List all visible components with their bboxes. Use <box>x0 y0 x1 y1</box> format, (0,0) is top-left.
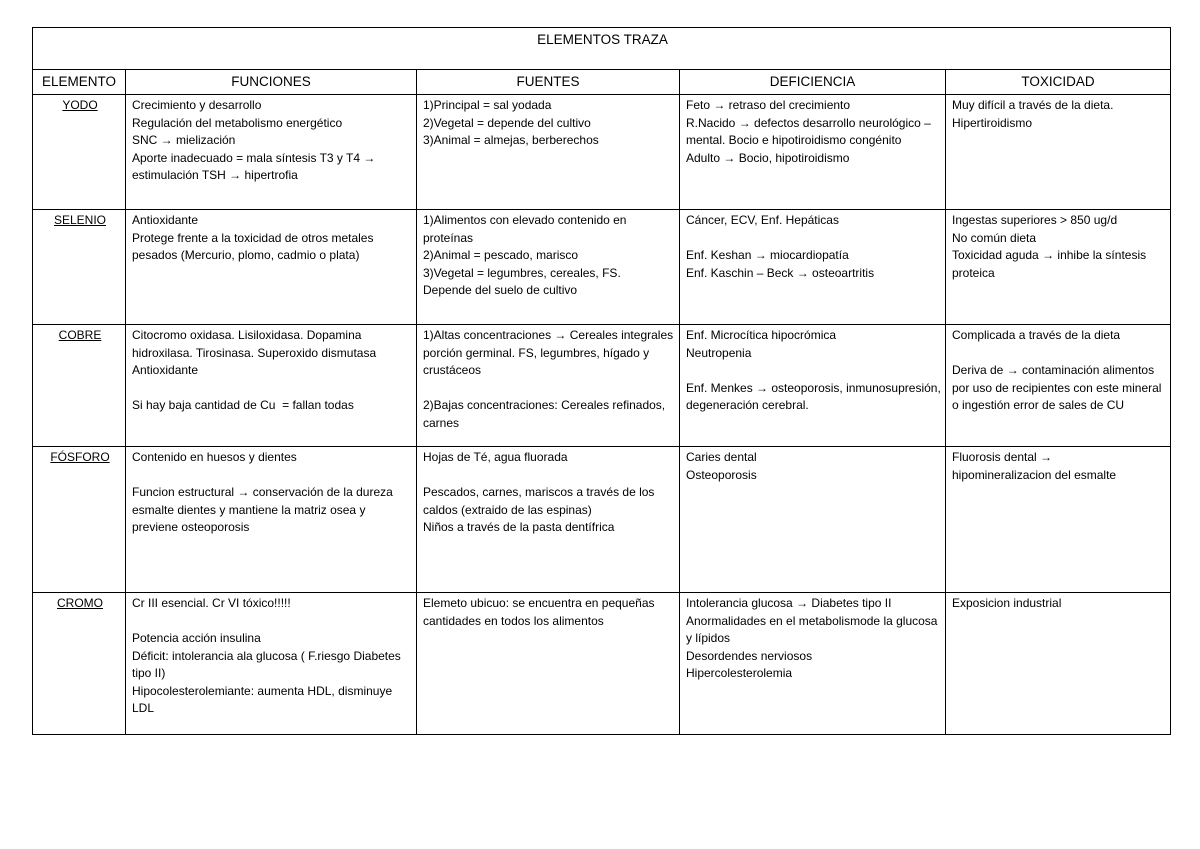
cell-text-line: Fluorosis dental → <box>952 450 1053 464</box>
cell-text-line: Potencia acción insulina <box>132 631 261 645</box>
toxicidad-cell <box>946 210 1171 325</box>
cell-text-line: Aporte inadecuado = mala síntesis T3 y T4 → estimulación TSH → hipertrofia <box>132 150 379 182</box>
funciones-cell <box>126 325 417 447</box>
cell-text-line: 1)Principal = sal yodada <box>423 98 552 112</box>
cell-text-line: Antioxidante <box>132 363 199 377</box>
cell-text-line <box>423 467 675 485</box>
header-deficiencia: DEFICIENCIA <box>680 70 946 95</box>
cell-text-line: Funcion estructural → conservación de la dureza esmalte dientes y mantiene la matriz osea y previene osteoporosis <box>132 485 397 534</box>
cell-text-line: 2)Bajas concentraciones: Cereales refinados, carnes <box>423 398 669 430</box>
cell-text-line <box>132 613 412 631</box>
cell-text-line: Caries dental <box>686 450 757 464</box>
cell-text-line: Enf. Menkes → osteoporosis, inmunosupresión, degeneración cerebral. <box>686 380 945 412</box>
funciones-cell <box>126 210 417 325</box>
cell-text-line: Depende del suelo de cultivo <box>423 283 578 297</box>
cell-text-line: 1)Altas concentraciones → Cereales integrales porción germinal. FS, legumbres, hígado y crustáceos <box>423 328 677 377</box>
deficiencia-cell <box>680 210 946 325</box>
cell-text-line: Regulación del metabolismo energético <box>132 115 343 130</box>
cell-text-line: Si hay baja cantidad de Cu = fallan todas <box>132 398 354 412</box>
cell-text-line <box>952 345 1166 363</box>
fuentes-cell <box>417 210 680 325</box>
cell-text-line: Toxicidad aguda → inhibe la síntesis proteica <box>952 248 1150 280</box>
table-row-cromo <box>33 593 1171 735</box>
cell-text-line: 3)Vegetal = legumbres, cereales, FS. <box>423 265 621 280</box>
cell-text-line: hipomineralizacion del esmalte <box>952 467 1117 482</box>
cell-text-line: Citocromo oxidasa. Lisiloxidasa. Dopamina hidroxilasa. Tirosinasa. Superoxido dismutasa <box>132 328 377 360</box>
table-row-selenio <box>33 210 1171 325</box>
cell-text-line: Enf. Kaschin – Beck → osteoartritis <box>686 265 875 280</box>
cell-text-line: Hipocolesterolemiante: aumenta HDL, disminuye LDL <box>132 683 396 715</box>
cell-text-line: Hojas de Té, agua fluorada <box>423 450 568 464</box>
cell-text-line: Neutropenia <box>686 345 752 360</box>
cell-text-line: Hipercolesterolemia <box>686 666 793 680</box>
cell-text-line: Muy difícil a través de la dieta. <box>952 98 1114 112</box>
cell-text-line: Elemeto ubicuo: se encuentra en pequeñas cantidades en todos los alimentos <box>423 596 658 628</box>
cell-text-line: SNC → mielización <box>132 133 236 147</box>
cell-text-line: Enf. Keshan → miocardiopatía <box>686 248 849 262</box>
fuentes-cell <box>417 593 680 735</box>
cell-text-line: Complicada a través de la dieta <box>952 328 1121 342</box>
cell-text-line: 2)Vegetal = depende del cultivo <box>423 115 591 130</box>
element-name: YODO <box>33 95 126 210</box>
header-elemento: ELEMENTO <box>33 70 126 95</box>
cell-text-line: Desordendes nerviosos <box>686 648 813 663</box>
cell-text-line: Hipertiroidismo <box>952 115 1033 130</box>
header-funciones: FUNCIONES <box>126 70 417 95</box>
cell-text-line: Ingestas superiores > 850 ug/d <box>952 213 1118 227</box>
header-toxicidad: TOXICIDAD <box>946 70 1171 95</box>
deficiencia-cell <box>680 593 946 735</box>
table-row-yodo <box>33 95 1171 210</box>
header-fuentes: FUENTES <box>417 70 680 95</box>
table-row-fosforo <box>33 447 1171 593</box>
fuentes-cell <box>417 447 680 593</box>
cell-text-line: No común dieta <box>952 230 1037 245</box>
cell-text-line <box>686 362 941 380</box>
table-title-row <box>33 28 1171 70</box>
funciones-cell <box>126 447 417 593</box>
cell-text-line: Cr III esencial. Cr VI tóxico!!!!! <box>132 596 291 610</box>
table-title: ELEMENTOS TRAZA <box>33 28 1171 70</box>
cell-text-line: 1)Alimentos con elevado contenido en proteínas <box>423 213 630 245</box>
table-row-cobre <box>33 325 1171 447</box>
cell-text-line: Feto → retraso del crecimiento <box>686 98 851 112</box>
element-name: SELENIO <box>33 210 126 325</box>
table-header-row <box>33 70 1171 95</box>
funciones-cell <box>126 593 417 735</box>
cell-text-line: Deriva de → contaminación alimentos por uso de recipientes con este mineral o ingestión error de sales de CU <box>952 363 1165 412</box>
cell-text-line: R.Nacido → defectos desarrollo neurológico – mental. Bocio e hipotiroidismo congénito <box>686 115 935 147</box>
toxicidad-cell <box>946 447 1171 593</box>
fuentes-cell <box>417 95 680 210</box>
cell-text-line: Crecimiento y desarrollo <box>132 98 262 112</box>
element-name: COBRE <box>33 325 126 447</box>
toxicidad-cell <box>946 325 1171 447</box>
deficiencia-cell <box>680 447 946 593</box>
cell-text-line: Pescados, carnes, mariscos a través de los caldos (extraido de las espinas) <box>423 485 658 517</box>
cell-text-line <box>686 230 941 248</box>
cell-text-line: Cáncer, ECV, Enf. Hepáticas <box>686 213 839 227</box>
fuentes-cell <box>417 325 680 447</box>
cell-text-line: Intolerancia glucosa → Diabetes tipo II <box>686 596 892 610</box>
deficiencia-cell <box>680 325 946 447</box>
toxicidad-cell <box>946 95 1171 210</box>
cell-text-line: Protege frente a la toxicidad de otros metales pesados (Mercurio, plomo, cadmio o plata) <box>132 230 377 262</box>
cell-text-line: Déficit: intolerancia ala glucosa ( F.riesgo Diabetes tipo II) <box>132 648 405 680</box>
cell-text-line: Exposicion industrial <box>952 596 1062 610</box>
cell-text-line: 2)Animal = pescado, marisco <box>423 248 579 262</box>
element-name: FÓSFORO <box>33 447 126 593</box>
toxicidad-cell <box>946 593 1171 735</box>
element-name: CROMO <box>33 593 126 735</box>
trace-elements-table <box>32 27 1171 735</box>
cell-text-line: Contenido en huesos y dientes <box>132 450 297 464</box>
cell-text-line: Antioxidante <box>132 213 199 227</box>
document-page <box>32 27 1170 735</box>
cell-text-line: 3)Animal = almejas, berberechos <box>423 133 599 147</box>
cell-text-line: Adulto → Bocio, hipotiroidismo <box>686 150 850 165</box>
cell-text-line: Niños a través de la pasta dentífrica <box>423 520 615 534</box>
deficiencia-cell <box>680 95 946 210</box>
cell-text-line: Anormalidades en el metabolismode la glucosa y lípidos <box>686 613 941 645</box>
cell-text-line <box>132 467 412 485</box>
cell-text-line <box>132 380 412 398</box>
cell-text-line <box>423 380 675 398</box>
cell-text-line: Osteoporosis <box>686 467 757 482</box>
cell-text-line: Enf. Microcítica hipocrómica <box>686 328 837 342</box>
funciones-cell <box>126 95 417 210</box>
